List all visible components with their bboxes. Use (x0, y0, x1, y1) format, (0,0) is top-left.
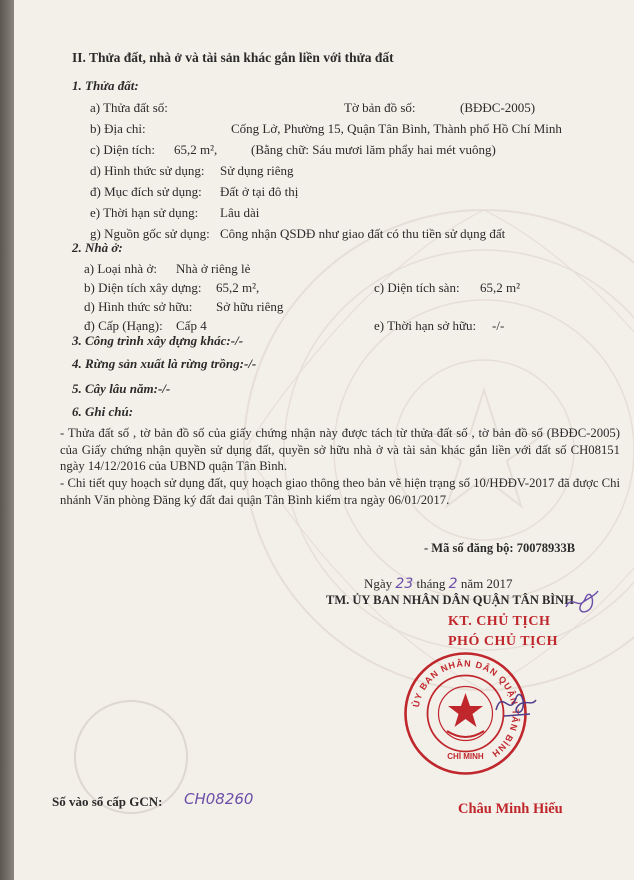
signer-name: Châu Minh Hiếu (458, 801, 563, 817)
floor-area-value: 65,2 m² (480, 280, 521, 295)
registration-code: - Mã số đăng bộ: 70078933B (424, 541, 576, 555)
certificate-page (14, 0, 634, 880)
origin-label: g) Nguồn gốc sử dụng: (90, 226, 210, 241)
ownership-value: Sở hữu riêng (216, 299, 284, 314)
notes-heading: 6. Ghi chú: (72, 404, 134, 419)
map-sheet-label: Tờ bản đồ số: (344, 100, 416, 115)
date-year: năm 2017 (460, 576, 513, 591)
parcel-number-label: a) Thửa đất số: (90, 100, 168, 115)
ownership-term-label: e) Thời hạn sở hữu: (374, 318, 477, 333)
seal-bottom-text: CHÍ MINH (447, 752, 484, 761)
date-day: 23 (395, 576, 414, 592)
purpose-value: Đất ở tại đô thị (220, 184, 299, 199)
built-area-value: 65,2 m², (216, 280, 260, 295)
ownership-term-value: -/- (492, 318, 505, 333)
area-in-words: (Bằng chữ: Sáu mươi lăm phẩy hai mét vuông) (251, 142, 496, 157)
grade-value: Cấp 4 (176, 318, 207, 333)
house-type-value: Nhà ở riêng lẻ (176, 261, 251, 276)
use-form-label: d) Hình thức sử dụng: (90, 163, 205, 178)
purpose-label: đ) Mục đích sử dụng: (90, 184, 202, 199)
section-title: II. Thửa đất, nhà ở và tài sản khác gắn liền với thửa đất (72, 50, 394, 65)
address-value: Cống Lở, Phường 15, Quận Tân Bình, Thành phố Hồ Chí Minh (231, 121, 562, 136)
grade-label: đ) Cấp (Hạng): (84, 318, 163, 333)
committee-name: TM. ỦY BAN NHÂN DÂN QUẬN TÂN BÌNH (326, 593, 574, 607)
perennial-trees: 5. Cây lâu năm:-/- (72, 381, 171, 396)
initial-scribble (562, 583, 602, 623)
house-type-label: a) Loại nhà ở: (84, 261, 157, 276)
planted-forest: 4. Rừng sản xuất là rừng trồng:-/- (72, 356, 257, 371)
area-value: 65,2 m², (174, 142, 218, 157)
origin-value: Công nhận QSDĐ như giao đất có thu tiền sử dụng đất (220, 226, 506, 241)
note-planning-detail: - Chi tiết quy hoạch sử dụng đất, quy hoạch giao thông theo bản vẽ hiện trạng số 10/HĐĐV-2017 đã được Chi nhánh Văn phòng Đăng ký đất đai quận Tân Bình kiểm tra ngày 06/01/2017. (60, 476, 620, 507)
ownership-label: d) Hình thức sở hữu: (84, 299, 193, 314)
date-day-label: Ngày (364, 576, 393, 591)
area-label: c) Diện tích: (90, 142, 155, 157)
signer-title-2: PHÓ CHỦ TỊCH (448, 634, 558, 649)
house-heading: 2. Nhà ở: (72, 240, 123, 255)
gcn-book-label: Số vào sổ cấp GCN: (52, 794, 163, 809)
floor-area-label: c) Diện tích sàn: (374, 280, 460, 295)
note-split-parcel: - Thửa đất số , tờ bản đồ số của giấy chứng nhận này được tách từ thửa đất số , tờ bản đồ số (BĐĐC-2005) của Giấy chứng nhận quyền sử dụng đất, quyền sở hữu nhà ở và tài sản khác gắn liền với đất số CH08151 ngày 14/12/2016 của UBND quận Tân Bình. (60, 426, 620, 473)
term-value: Lâu dài (220, 205, 260, 220)
date-month-label: tháng (416, 576, 446, 591)
built-area-label: b) Diện tích xây dựng: (84, 280, 202, 295)
map-sheet-value: (BĐĐC-2005) (460, 100, 536, 115)
date-line (364, 576, 512, 592)
other-works: 3. Công trình xây dựng khác:-/- (72, 333, 244, 348)
signer-title-1: KT. CHỦ TỊCH (448, 614, 551, 629)
term-label: e) Thời hạn sử dụng: (90, 205, 199, 220)
address-label: b) Địa chỉ: (90, 121, 146, 136)
photo-edge-shadow (0, 0, 14, 880)
seal-ring-text: ỦY BAN NHÂN DÂN QUẬN TÂN BÌNH (410, 658, 521, 760)
use-form-value: Sử dụng riêng (220, 163, 294, 178)
handwritten-signature (490, 680, 540, 725)
land-heading: 1. Thửa đất: (72, 78, 139, 93)
gcn-book-number: CH08260 (184, 790, 254, 808)
date-month: 2 (448, 576, 458, 592)
